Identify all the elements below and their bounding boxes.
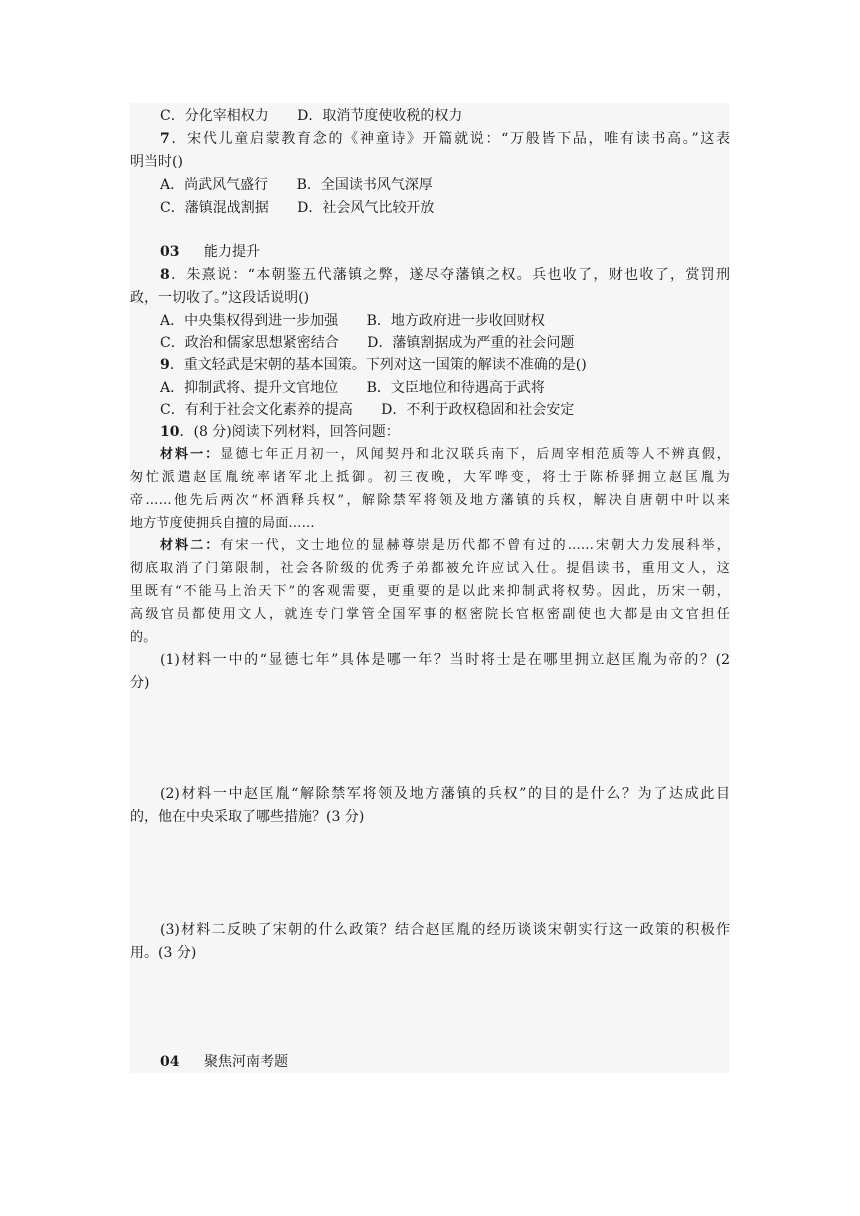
material2-label: 材料二：: [160, 538, 221, 553]
q10-sub2-line1: (2)材料一中赵匡胤“解除禁军将领及地方藩镇的兵权”的目的是什么？为了达成此目: [160, 786, 730, 802]
q7-options-cd: [160, 197, 730, 219]
section-04-heading: [160, 1051, 730, 1073]
q6-options-cd: [160, 105, 730, 127]
q8-stem-line1: 8．朱熹说：“本朝鉴五代藩镇之弊，遂尽夺藩镇之权。兵也收了，财也收了，赏罚刑: [160, 267, 730, 283]
q9-option-a: A．抑制武将、提升文官地位: [160, 380, 339, 396]
q9-option-d: D．不利于政权稳固和社会安定: [381, 402, 575, 418]
q10-sub1-line1: (1)材料一中的“显德七年”具体是哪一年？当时将士是在哪里拥立赵匡胤为帝的？(2: [160, 652, 730, 668]
q8-options-ab: [160, 310, 730, 332]
section-03-title: 能力提升: [204, 244, 260, 260]
q7-option-a: A．尚武风气盛行: [160, 177, 269, 193]
q7-option-b: B．全国读书风气深厚: [296, 177, 433, 193]
q9-options-ab: [160, 377, 730, 399]
section-03-number: 03: [160, 244, 180, 260]
q10-number: 10: [160, 424, 180, 440]
q8-option-a: A．中央集权得到进一步加强: [160, 313, 339, 329]
section-03-heading: [160, 241, 730, 263]
material1-line1: 材料一：显德七年正月初一，风闻契丹和北汉联兵南下，后周宰相范质等人不辨真假，: [160, 447, 730, 462]
q10-sub3-line1: (3)材料二反映了宋朝的什么政策？结合赵匡胤的经历谈谈宋朝实行这一政策的积极作: [160, 922, 730, 938]
q9-number: 9: [160, 357, 170, 373]
q10-intro: 10．(8 分)阅读下列材料，回答问题：: [160, 424, 400, 440]
document-page: [130, 103, 730, 1073]
q7-option-c: C．藩镇混战割据: [160, 200, 269, 216]
q8-option-d: D．藩镇割据成为严重的社会问题: [367, 335, 575, 351]
material1-line3: 帝……他先后两次“杯酒释兵权”，解除禁军将领及地方藩镇的兵权，解决自唐朝中叶以来: [130, 493, 730, 508]
q8-options-cd: [160, 332, 730, 354]
q9-stem: 9．重文轻武是宋朝的基本国策。下列对这一国策的解读不准确的是(): [160, 357, 587, 373]
material2-line3: 里既有“不能马上治天下”的客观需要，更重要的是以此来抑制武将权势。因此，历宋一朝，: [130, 584, 730, 599]
material1-line4: 地方节度使拥兵自擅的局面……: [130, 516, 315, 531]
q8-number: 8: [160, 267, 170, 283]
q8-option-b: B．地方政府进一步收回财权: [366, 313, 545, 329]
q9-option-c: C．有利于社会文化素养的提高: [160, 402, 353, 418]
material1-label: 材料一：: [160, 447, 221, 462]
q10-sub1-line2: 分): [130, 675, 150, 691]
q6-option-c: C．分化宰相权力: [160, 108, 269, 124]
q10-sub2-line2: 的，他在中央采取了哪些措施？(3 分): [130, 809, 365, 825]
q7-number: 7: [160, 131, 170, 147]
q7-options-ab: [160, 174, 730, 196]
q6-option-d: D．取消节度使收税的权力: [297, 108, 463, 124]
q7-stem-line2: 明当时(): [130, 154, 183, 170]
q7-stem-line1: 7．宋代儿童启蒙教育念的《神童诗》开篇就说：“万般皆下品，唯有读书高。”这表: [160, 131, 730, 147]
material1-line2: 匆忙派遣赵匡胤统率诸军北上抵御。初三夜晚，大军哗变，将士于陈桥驿拥立赵匡胤为: [130, 470, 730, 485]
q8-option-c: C．政治和儒家思想紧密结合: [160, 335, 339, 351]
section-04-title: 聚焦河南考题: [204, 1054, 288, 1070]
q9-options-cd: [160, 399, 730, 421]
material2-line1: 材料二：有宋一代，文士地位的显赫尊崇是历代都不曾有过的……宋朝大力发展科举，: [160, 538, 730, 553]
material2-line4: 高级官员都使用文人，就连专门掌管全国军事的枢密院长官枢密副使也大都是由文官担任: [130, 607, 730, 622]
q8-stem-line2: 政，一切收了。”这段话说明(): [130, 290, 310, 306]
section-04-number: 04: [160, 1054, 180, 1070]
q7-option-d: D．社会风气比较开放: [297, 200, 435, 216]
material2-line2: 彻底取消了门第限制，社会各阶级的优秀子弟都被允许应试入仕。提倡读书，重用文人，这: [130, 561, 730, 576]
material2-line5: 的。: [130, 630, 157, 645]
q9-option-b: B．文臣地位和待遇高于武将: [366, 380, 545, 396]
q10-sub3-line2: 用。(3 分): [130, 945, 197, 961]
